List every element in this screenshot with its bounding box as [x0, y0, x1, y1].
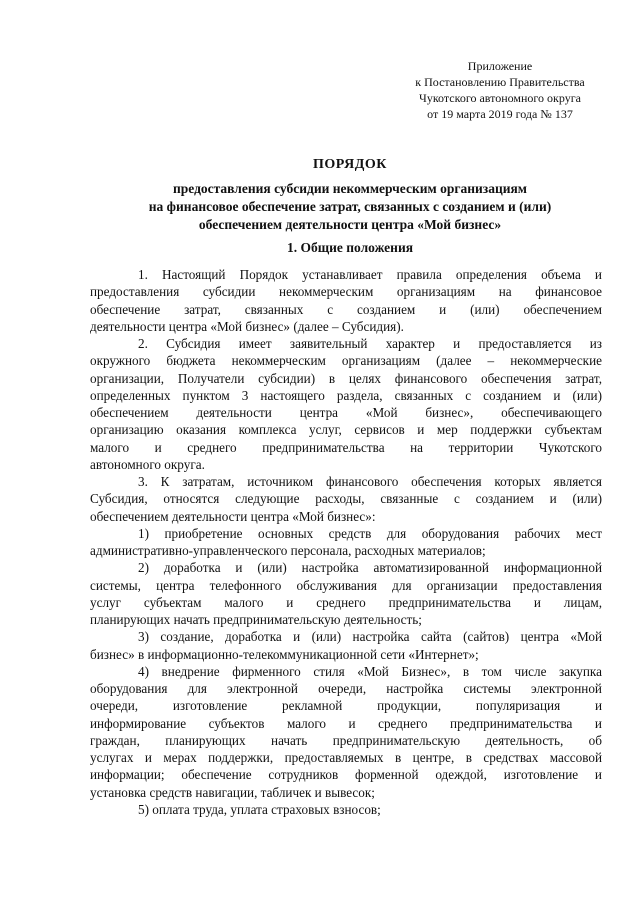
- body-line: информации; обеспечение сотрудников форменной одеждой, изготовление и: [90, 767, 602, 783]
- body-line: малого и среднего предпринимательства на территории Чукотского: [90, 439, 602, 455]
- body-line: предоставления субсидии некоммерческим организациям на финансовое: [90, 284, 602, 300]
- body-line: планирующих начать предпринимательскую деятельность;: [90, 612, 422, 627]
- section-heading: 1. Общие положения: [286, 240, 414, 255]
- body-line: 4) внедрение фирменного стиля «Мой Бизнес», в том числе закупка: [138, 663, 602, 679]
- body-line: 2. Субсидия имеет заявительный характер и предоставляется из: [138, 336, 602, 351]
- body-line: оборудования для электронной очереди, настройка системы электронной: [90, 681, 602, 696]
- title-line: на финансовое обеспечение затрат, связанных с созданием и (или): [148, 199, 552, 214]
- body-line: окружного бюджета некоммерческим организациям (далее – некоммерческие: [90, 353, 602, 369]
- title-line: обеспечением деятельности центра «Мой бизнес»: [198, 217, 502, 232]
- body-line: граждан, планирующих начать предпринимательскую деятельность, об: [90, 732, 602, 748]
- body-line: бизнес» в информационно-телекоммуникационной сети «Интернет»;: [90, 646, 479, 662]
- body-line: 2) доработка и (или) настройка автоматизированной информационной: [138, 560, 602, 576]
- body-line: обеспечение затрат, связанных с созданием и (или) обеспечением: [90, 301, 602, 317]
- body-line: организацию оказания комплекса услуг, сервисов и мер поддержки субъектам: [90, 422, 602, 438]
- appendix-line: Чукотского автономного округа: [419, 91, 581, 105]
- appendix-block: [400, 58, 600, 122]
- body-line: обеспечением деятельности центра «Мой бизнес», обеспечивающего: [90, 405, 602, 420]
- body-line: Субсидия, относятся следующие расходы, связанные с созданием и (или): [90, 491, 602, 507]
- body-line: организации, Получатели субсидии) в целях финансового обеспечения затрат,: [90, 370, 602, 386]
- body-line: обеспечением деятельности центра «Мой бизнес»:: [90, 508, 376, 524]
- body-line: 1. Настоящий Порядок устанавливает правила определения объема и: [138, 267, 602, 282]
- appendix-line: Приложение: [467, 59, 533, 73]
- body-line: административно-управленческого персонала, расходных материалов;: [90, 543, 486, 558]
- title-line: предоставления субсидии некоммерческим организациям: [172, 181, 528, 196]
- body-line: определенных пунктом 3 настоящего раздела, связанных с созданием и (или): [90, 387, 602, 403]
- body-line: установка средств навигации, табличек и вывесок;: [90, 784, 375, 800]
- document-title: [60, 156, 640, 234]
- appendix-line: от 19 марта 2019 года № 137: [427, 107, 573, 121]
- body-line: автономного округа.: [90, 456, 205, 472]
- body-line: информирование субъектов малого и среднего предпринимательства и: [90, 715, 602, 731]
- body-line: 3. К затратам, источником финансового обеспечения которых является: [138, 474, 602, 489]
- body-line: деятельности центра «Мой бизнес» (далее – Субсидия).: [90, 318, 404, 334]
- body-line: 5) оплата труда, уплата страховых взносов;: [138, 801, 381, 817]
- body-line: 3) создание, доработка и (или) настройка сайта (сайтов) центра «Мой: [138, 629, 602, 645]
- body-line: 1) приобретение основных средств для оборудования рабочих мест: [138, 525, 602, 541]
- body-line: системы, центра телефонного обслуживания для организации предоставления: [90, 577, 602, 593]
- title-main: ПОРЯДОК: [313, 157, 387, 172]
- body-line: услугах и мерах поддержки, предоставляемых в центре, в средствах массовой: [90, 750, 602, 765]
- body-text: [90, 266, 602, 818]
- appendix-line: к Постановлению Правительства: [415, 75, 585, 89]
- body-line: услуг субъектам малого и среднего предпринимательства и лицам,: [90, 594, 602, 610]
- body-line: очереди, изготовление рекламной продукции, популяризация и: [90, 698, 602, 714]
